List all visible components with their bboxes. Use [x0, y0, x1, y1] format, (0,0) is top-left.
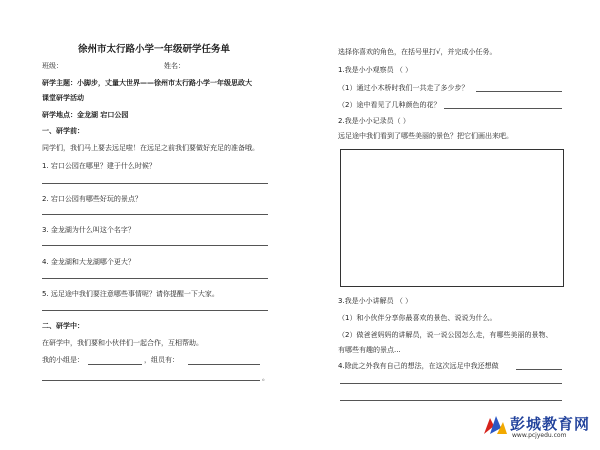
- role-observer: 1.我是小小观察员 （ ）: [338, 66, 413, 74]
- recorder-task: 远足途中我们看到了哪些美丽的景色？把它们画出来吧。: [338, 132, 513, 140]
- class-label: 班级：: [42, 62, 63, 70]
- theme-line-cont: 课堂研学活动: [42, 94, 84, 102]
- members-field[interactable]: [188, 364, 260, 365]
- observer-task-1: （1）通过小木桥时我们一共走了多少步？: [338, 84, 469, 92]
- role-intro: 选择你喜欢的角色，在括号里打√，并完成小任务。: [338, 48, 497, 56]
- name-label: 姓名：: [164, 62, 185, 70]
- question-5: 5. 远足途中我们要注意哪些事情呢？请你提醒一下大家。: [42, 290, 219, 298]
- before-intro: 同学们，我们马上要去远足啦！在远足之前我们要做好充足的准备哦。: [42, 144, 259, 152]
- group-label: 我的小组是：: [42, 356, 84, 364]
- answer-line[interactable]: [42, 310, 268, 311]
- question-3: 3. 金龙湖为什么叫这个名字？: [42, 226, 135, 234]
- logo-name: 彭城教育网: [510, 415, 591, 433]
- answer-line[interactable]: [42, 245, 268, 246]
- section-during-heading: 二、研学中：: [42, 322, 84, 330]
- own-idea-question: 4.除此之外我有自己的想法，在这次远足中我还想做: [338, 362, 499, 370]
- guide-task-2-cont: 有哪些有趣的景点...: [338, 346, 401, 354]
- guide-task-2: （2）做爸爸妈妈的讲解员，说一说公园怎么走，有哪些美丽的景物、: [338, 331, 553, 339]
- answer-line[interactable]: [340, 383, 562, 384]
- question-1: 1. 宕口公园在哪里？建于什么时候？: [42, 162, 156, 170]
- answer-line[interactable]: [42, 183, 268, 184]
- logo-url: www.pcjyedu.com: [512, 432, 567, 439]
- leader-label: ，组员有：: [144, 356, 179, 364]
- theme-line: 研学主题：小脚步，丈量大世界——徐州市太行路小学一年级思政大: [42, 79, 252, 87]
- during-intro: 在研学中，我们要和小伙伴们一起合作，互相帮助。: [42, 339, 203, 347]
- answer-line[interactable]: [340, 400, 562, 401]
- answer-line[interactable]: [42, 214, 268, 215]
- site-logo: [482, 410, 590, 444]
- period-mark: 。: [262, 374, 269, 382]
- worksheet-title: 徐州市太行路小学一年级研学任务单: [78, 44, 231, 55]
- answer-line[interactable]: [42, 278, 268, 279]
- role-recorder: 2.我是小小记录员（ ）: [338, 117, 410, 125]
- answer-line[interactable]: [444, 108, 562, 109]
- question-2: 2. 宕口公园有哪些好玩的景点？: [42, 195, 142, 203]
- answer-line[interactable]: [516, 369, 562, 370]
- section-before-heading: 一、研学前：: [42, 127, 84, 135]
- members-field-line2[interactable]: [42, 380, 260, 381]
- observer-task-2: （2）途中看见了几种颜色的花？: [338, 101, 441, 109]
- answer-line[interactable]: [476, 91, 562, 92]
- question-4: 4. 金龙湖和大龙湖哪个更大？: [42, 258, 135, 266]
- drawing-box[interactable]: [340, 149, 564, 287]
- role-guide: 3.我是小小讲解员 （ ）: [338, 297, 413, 305]
- guide-task-1: （1）和小伙伴分享你最喜欢的景色、说说为什么。: [338, 314, 497, 322]
- group-field[interactable]: [88, 364, 142, 365]
- location-line: 研学地点：金龙湖 宕口公园: [42, 111, 129, 119]
- logo-mark-icon: [482, 414, 508, 436]
